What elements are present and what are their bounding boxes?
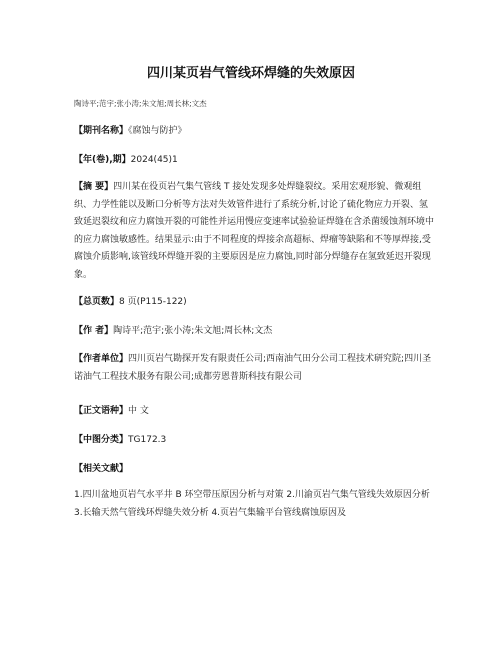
authors-field [74,323,434,341]
authors-label: 【作 者】 [74,326,114,336]
journal-value: 《腐蚀与防护》 [128,126,187,136]
page-title: 四川某页岩气管线环焊缝的失效原因 [146,66,355,81]
language-label: 【正文语种】 [74,406,129,416]
units-label: 【作者单位】 [74,354,129,364]
language-field [74,403,434,421]
classification-label: 【中图分类】 [74,435,129,445]
authors-line: 陶诗平;范宇;张小涛;朱文旭;周长林;文杰 [74,99,207,108]
volume-label: 【年(卷),期】 [74,155,131,165]
abstract-label: 【摘 要】 [74,182,114,192]
authors-value: 陶诗平;范宇;张小涛;朱文旭;周长林;文杰 [113,326,273,336]
references-label: 【相关文献】 [74,464,129,474]
classification-field [74,432,434,450]
volume-field [74,152,434,170]
journal-label: 【期刊名称】 [74,126,129,136]
abstract-text: 四川某在役页岩气集气管线 T 接处发现多处焊缝裂纹。采用宏观形貌、微观组织、力学性能以及断口分析等方法对失效管件进行了系统分析,讨论了硫化物应力开裂、氢致延迟裂纹和应力腐蚀开裂的可能性并运用慢应变速率试验验证焊缝在含杀菌缓蚀剂环境中的应力腐蚀敏感性。结果显示:由于不同程度的焊接余高超标、焊瘤等缺陷和不等厚焊接,受腐蚀介质影响,该管线环焊缝开裂的主要原因是应力腐蚀,同时部分焊缝存在氢致延迟开裂现象。 [74,182,435,280]
classification-value: TG172.3 [128,435,167,445]
units-value: 四川页岩气勘探开发有限责任公司;西南油气田分公司工程技术研究院;四川圣诺油气工程技术服务有限公司;成都劳恩普斯科技有限公司 [74,354,432,382]
units-field [74,351,434,386]
references-list: 1.四川盆地页岩气水平井 B 环空带压原因分析与对策 2.川渝页岩气集气管线失效原因分析 3.长输天然气管线环焊缝失效分析 4.页岩气集输平台管线腐蚀原因及 [74,490,430,518]
volume-value: 2024(45)1 [130,155,178,165]
journal-field [74,123,434,141]
abstract-field [74,179,434,284]
references-heading [74,461,434,479]
pages-value: 8 页(P115-122) [119,297,187,307]
pages-field [74,294,434,312]
pages-label: 【总页数】 [74,297,120,307]
language-value: 中 文 [128,406,149,416]
